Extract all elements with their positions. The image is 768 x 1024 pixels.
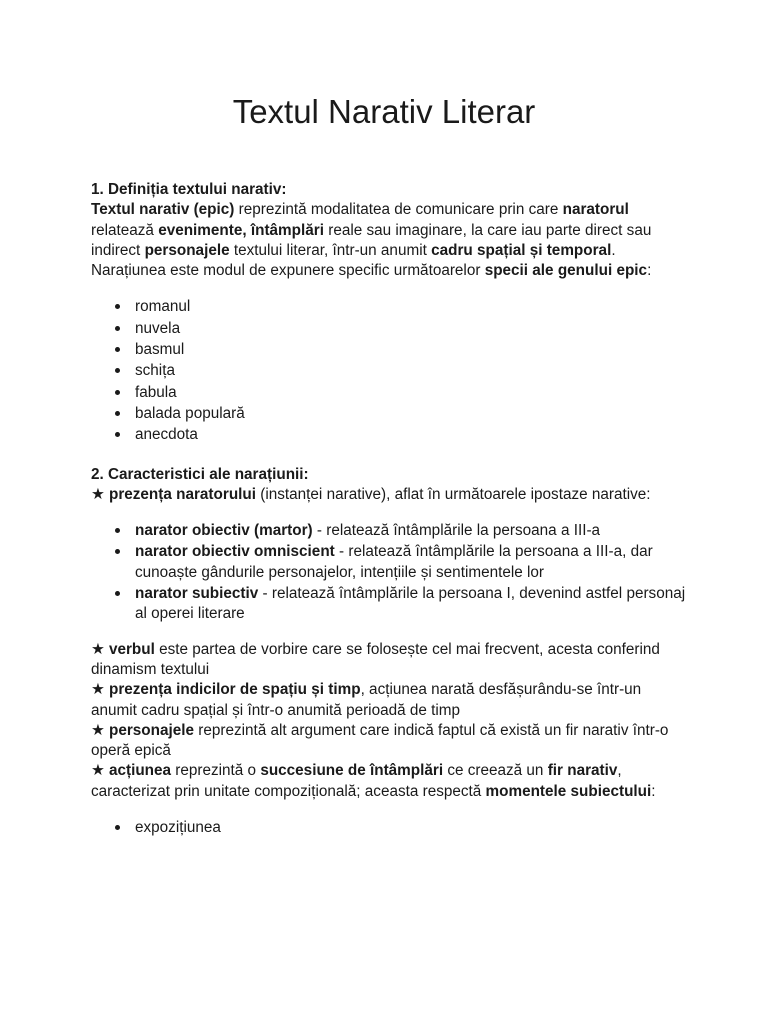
section-1-heading: 1. Definiția textului narativ: bbox=[91, 181, 287, 198]
verb-paragraph: ★ verbul este partea de vorbire care se folosește cel mai frecvent, acesta conferind dinamism textului bbox=[91, 640, 660, 678]
moment-list-item: expozițiunea bbox=[91, 818, 691, 838]
personaje-paragraph: ★ personajele reprezintă alt argument care indică faptul că există un fir narativ într-o operă epică bbox=[91, 721, 669, 760]
narrator-type-item: narator obiectiv (martor) - relatează întâmplările la persoana a III-a bbox=[91, 521, 691, 541]
species-intro-paragraph: Narațiunea este modul de expunere specific următoarelor specii ale genului epic: bbox=[91, 262, 652, 280]
species-list-item: anecdota bbox=[91, 425, 691, 445]
indici-paragraph: ★ prezența indicilor de spațiu și timp, acțiunea narată desfășurându-se într-un anumit cadru spațial și într-o anumită perioadă de timp bbox=[91, 681, 642, 719]
document-body bbox=[91, 180, 691, 838]
narrator-type-item: narator obiectiv omniscient - relatează întâmplările la persoana a III-a, dar cunoaște gândurile personajelor, intențiile și sentimentele lor bbox=[91, 542, 691, 583]
document-title: Textul Narativ Literar bbox=[232, 93, 536, 130]
species-list-item: schița bbox=[91, 361, 691, 381]
narrator-type-item: narator subiectiv - relatează întâmplările la persoana I, devenind astfel personaj al operei literare bbox=[91, 584, 691, 625]
species-list-item: romanul bbox=[91, 297, 691, 317]
narrator-types-list bbox=[91, 521, 691, 624]
species-list-item: basmul bbox=[91, 340, 691, 360]
species-list-item: fabula bbox=[91, 383, 691, 403]
species-list-item: balada populară bbox=[91, 404, 691, 424]
moments-list bbox=[91, 818, 691, 838]
definition-paragraph: Textul narativ (epic) reprezintă modalitatea de comunicare prin care naratorul relatează evenimente, întâmplări reale sau imaginare, la care iau parte direct sau indirect personajele textului literar, într-un anumit cadru spațial și temporal. bbox=[91, 201, 652, 259]
species-list bbox=[91, 297, 691, 445]
species-list-item: nuvela bbox=[91, 319, 691, 339]
narrator-intro-paragraph: ★ prezența naratorului (instanței narative), aflat în următoarele ipostaze narative: bbox=[91, 485, 651, 503]
actiune-paragraph: ★ acțiunea reprezintă o succesiune de întâmplări ce creează un fir narativ, caracterizat prin unitate compozițională; aceasta respectă momentele subiectului: bbox=[91, 762, 656, 800]
section-2-heading: 2. Caracteristici ale narațiunii: bbox=[91, 465, 309, 483]
